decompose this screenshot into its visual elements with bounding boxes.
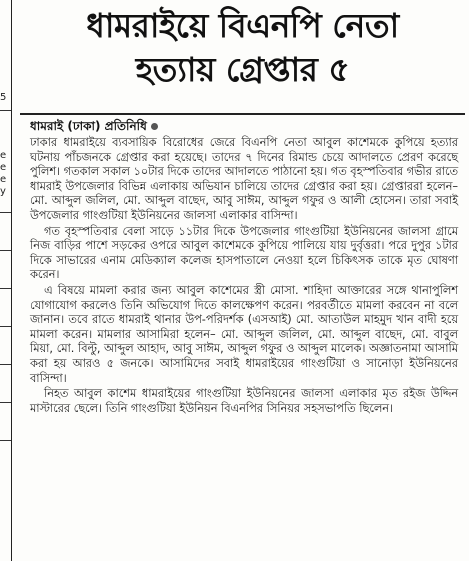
fragment-rule bbox=[0, 288, 11, 289]
byline bbox=[30, 118, 158, 138]
paragraph: নিহত আবুল কাশেম ধামরাইয়ের গাংগুটিয়া ইউনিয়নের জালসা এলাকার মৃত রইজ উদ্দিন মাস্টারের ছেলে। তিনি গাংগুটিয়া ইউনিয়ন বিএনপির সিনিয়র সহসভাপতি ছিলেন। bbox=[30, 387, 458, 415]
article-body bbox=[30, 136, 458, 417]
paragraph: ঢাকার ধামরাইয়ে ব্যবসায়িক বিরোধের জেরে বিএনপি নেতা আবুল কাশেমকে কুপিয়ে হত্যার ঘটনায় পাঁচজনকে গ্রেপ্তার করা হয়েছে। তাদের ৭ দিনের রিমান্ড চেয়ে আদালতে প্রেরণ করেছে পুলিশ। গতকাল সকাল ১০টার দিকে তাদের আদালতে পাঠানো হয়। গত বৃহস্পতিবার গভীর রাতে ধামরাই উপজেলার বিভিন্ন এলাকায় অভিযান চালিয়ে তাদের গ্রেপ্তার করা হয়। গ্রেপ্তাররা হলেন– মো. আব্দুল জলিল, মো. আব্দুল বাছেদ, আবু সাঈম, আব্দুল গফুর ও আলী হোসেন। তারা সবাই উপজেলার গাংগুটিয়া ইউনিয়নের জালসা এলাকার বাসিন্দা। bbox=[30, 136, 458, 222]
paragraph: গত বৃহস্পতিবার বেলা সাড়ে ১১টার দিকে উপজেলার গাংগুটিয়া ইউনিয়নের জালসা গ্রামে নিজ বাড়ির পাশে সড়কের ওপরে আবুল কাশেমকে কুপিয়ে পালিয়ে যায় দুর্বৃত্তরা। পরে দুপুর ১টার দিকে সাভারের এনাম মেডিক্যাল কলেজ হাসপাতালে নেওয়া হলে চিকিৎসক তাকে মৃত ঘোষণা করেন। bbox=[30, 224, 458, 282]
headline-divider bbox=[20, 113, 465, 115]
fragment-rule bbox=[0, 402, 11, 403]
fragment-char: e bbox=[0, 150, 7, 161]
fragment-char: y bbox=[0, 186, 6, 197]
paragraph: এ বিষয়ে মামলা করার জন্য আবুল কাশেমের স্ত্রী মোসা. শাহিদা আক্তারের সঙ্গে থানাপুলিশ যোগাযোগ করলেও তিনি অভিযোগ দিতে কালক্ষেপণ করেন। পরবর্তীতে মামলা করবেন না বলে জানান। তবে রাতে ধামরাই থানার উপ-পরিদর্শক (এসআই) মো. আতাউল মাহমুদ খান বাদী হয়ে মামলা করেন। মামলার আসামিরা হলেন– মো. আব্দুল জলিল, মো. আব্দুল বাছেদ, মো. বাবুল মিয়া, মো. বিল্টু, আব্দুল আহাদ, আবু সাঈম, আব্দুল গফুর ও আব্দুল মালেক। অজ্ঞাতনামা আসামি করা হয় আরও ৫ জনকে। আসামিদের সবাই ধামরাইয়ের গাংগুটিয়া ও সানোড়া ইউনিয়নের বাসিন্দা। bbox=[30, 283, 458, 385]
fragment-rule bbox=[0, 110, 11, 111]
fragment-char: e bbox=[0, 174, 7, 185]
fragment-rule bbox=[0, 364, 11, 365]
headline bbox=[20, 4, 465, 92]
fragment-rule bbox=[0, 440, 11, 441]
fragment-rule bbox=[0, 326, 11, 327]
fragment-char: e bbox=[0, 162, 7, 173]
fragment-rule bbox=[0, 212, 11, 213]
column-separator bbox=[11, 0, 12, 561]
headline-line-2: হত্যায় গ্রেপ্তার ৫ bbox=[135, 50, 350, 89]
fragment-char: 5 bbox=[0, 92, 7, 103]
headline-line-1: ধামরাইয়ে বিএনপি নেতা bbox=[86, 6, 399, 45]
bullet-icon bbox=[151, 123, 158, 130]
byline-text: ধামরাই (ঢাকা) প্রতিনিধি bbox=[30, 119, 147, 133]
fragment-rule bbox=[0, 250, 11, 251]
